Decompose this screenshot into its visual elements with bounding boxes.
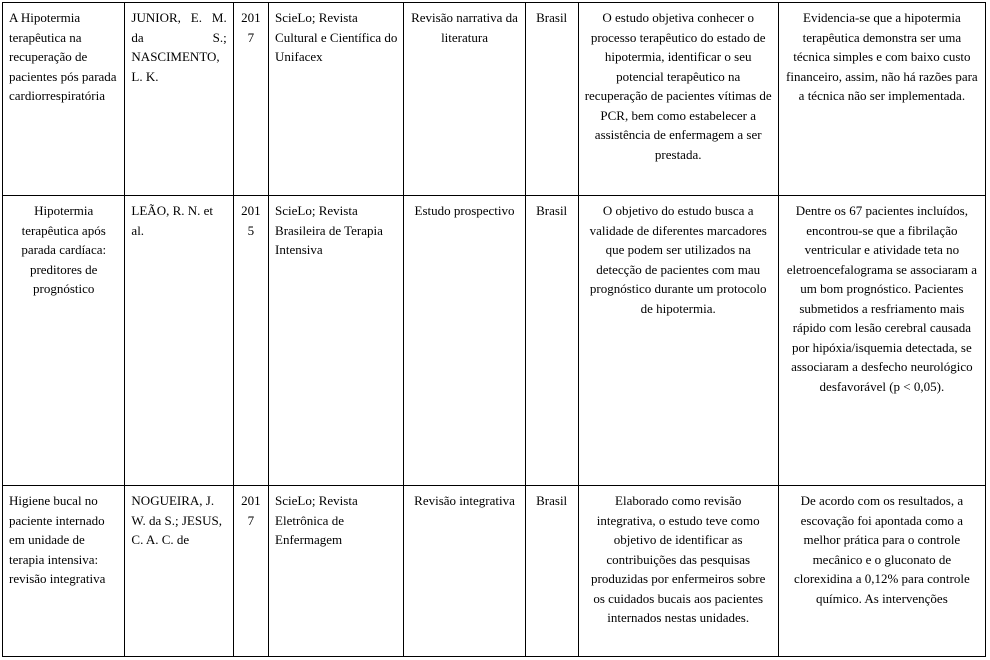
literature-review-table: [2, 2, 986, 657]
result-cell: De acordo com os resultados, a escovação foi apontada como a melhor prática para o controle mecânico e o gluconato de clorexidina a 0,12% para controle químico. As intervenções: [778, 486, 985, 657]
result-cell: Dentre os 67 pacientes incluídos, encontrou-se que a fibrilação ventricular e atividade teta no eletroencefalograma se associaram a um bom prognóstico. Pacientes submetidos a resfriamento mais rápido com lesão cerebral causada por hipóxia/isquemia detectada, se associaram a desfecho neurológico desfavorável (p < 0,05).: [778, 196, 985, 486]
table-row: [3, 3, 986, 196]
year-cell: 2017: [233, 3, 268, 196]
source-cell: ScieLo; Revista Cultural e Científica do Unifacex: [269, 3, 404, 196]
authors-cell: LEÃO, R. N. et al.: [125, 196, 233, 486]
study-type-cell: Revisão narrativa da literatura: [404, 3, 525, 196]
source-cell: ScieLo; Revista Brasileira de Terapia Intensiva: [269, 196, 404, 486]
study-type-cell: Estudo prospectivo: [404, 196, 525, 486]
authors-cell: NOGUEIRA, J. W. da S.; JESUS, C. A. C. de: [125, 486, 233, 657]
title-cell: Higiene bucal no paciente internado em unidade de terapia intensiva: revisão integrativa: [3, 486, 125, 657]
country-cell: Brasil: [525, 486, 578, 657]
authors-cell: JUNIOR, E. M. da S.; NASCIMENTO, L. K.: [125, 3, 233, 196]
country-cell: Brasil: [525, 3, 578, 196]
table-row: [3, 196, 986, 486]
year-cell: 2015: [233, 196, 268, 486]
result-cell: Evidencia-se que a hipotermia terapêutica demonstra ser uma técnica simples e com baixo custo financeiro, assim, não há razões para a técnica não ser implementada.: [778, 3, 985, 196]
table-row: [3, 486, 986, 657]
study-type-cell: Revisão integrativa: [404, 486, 525, 657]
title-cell: A Hipotermia terapêutica na recuperação de pacientes pós parada cardiorrespiratória: [3, 3, 125, 196]
title-cell: Hipotermia terapêutica após parada cardíaca: preditores de prognóstico: [3, 196, 125, 486]
objective-cell: O objetivo do estudo busca a validade de diferentes marcadores que podem ser utilizados na detecção de pacientes com mau prognóstico durante um protocolo de hipotermia.: [578, 196, 778, 486]
country-cell: Brasil: [525, 196, 578, 486]
source-cell: ScieLo; Revista Eletrônica de Enfermagem: [269, 486, 404, 657]
objective-cell: Elaborado como revisão integrativa, o estudo teve como objetivo de identificar as contribuições das pesquisas produzidas por enfermeiros sobre os cuidados bucais aos pacientes internados nestas unidades.: [578, 486, 778, 657]
year-cell: 2017: [233, 486, 268, 657]
objective-cell: O estudo objetiva conhecer o processo terapêutico do estado de hipotermia, identificar o seu potencial terapêutico na recuperação de pacientes vítimas de PCR, bem como estabelecer a assistência de enfermagem a ser prestada.: [578, 3, 778, 196]
